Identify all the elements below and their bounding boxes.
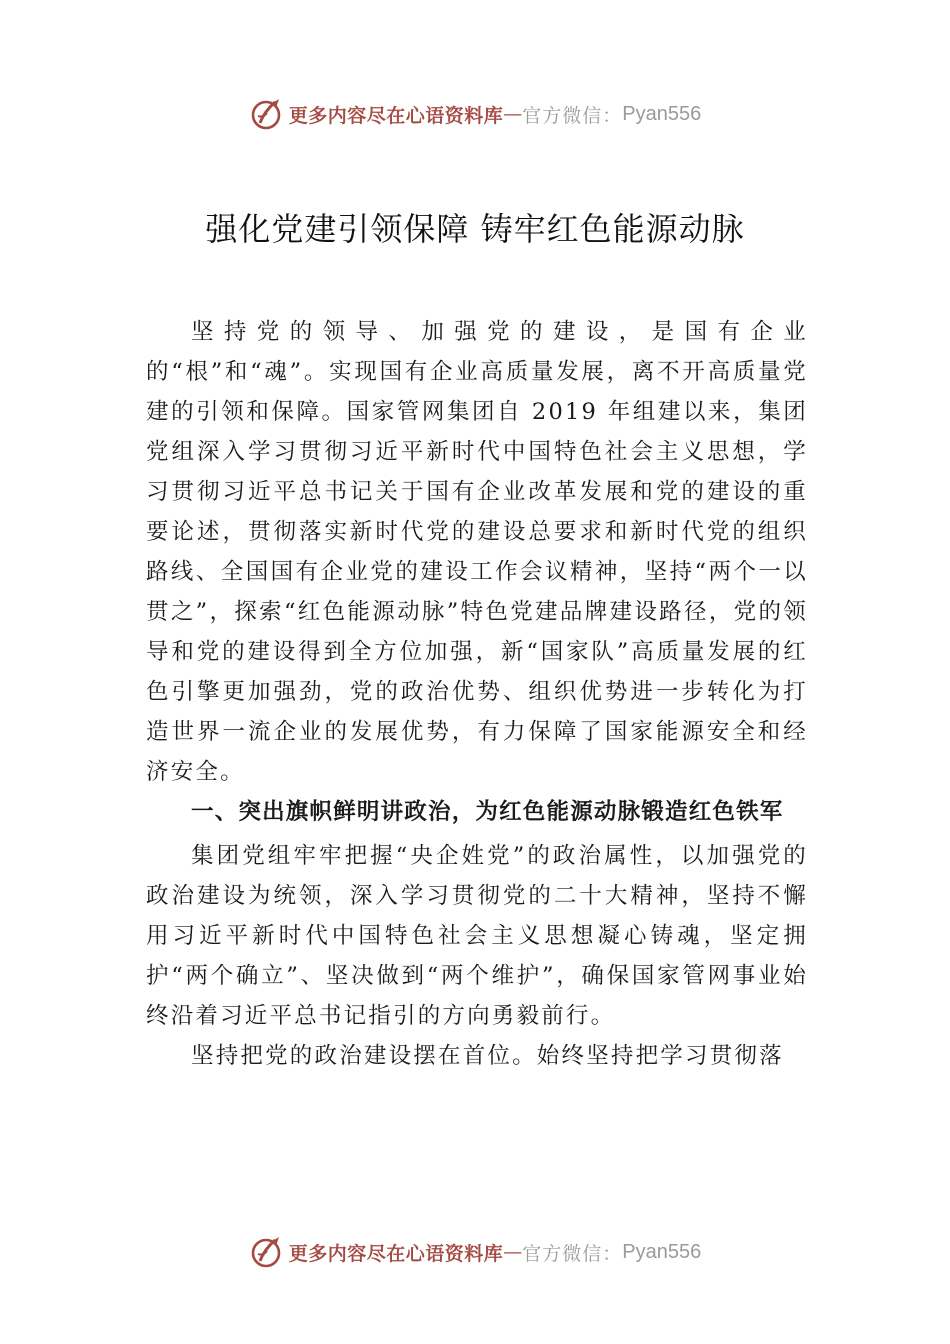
logo-icon [249, 96, 285, 132]
watermark-brand: 更多内容尽在心语资料库 [288, 104, 504, 127]
watermark-footer [0, 1232, 950, 1272]
document-body [146, 312, 808, 1076]
watermark-separator: — [503, 103, 523, 125]
paragraph-section-1: 集团党组牢牢把握“央企姓党”的政治属性，以加强党的政治建设为统领，深入学习贯彻党的二十大精神，坚持不懈用习近平新时代中国特色社会主义思想凝心铸魂，坚定拥护“两个确立”、坚决做到“两个维护”，确保国家管网事业始终沿着习近平总书记指引的方向勇毅前行。 [146, 843, 808, 1029]
logo-icon [249, 1234, 285, 1270]
watermark-wechat-id: Pyan556 [622, 102, 702, 125]
watermark-wechat-id: Pyan556 [622, 1240, 702, 1263]
watermark-separator: — [503, 1241, 523, 1263]
document-title: 强化党建引领保障 铸牢红色能源动脉 [205, 210, 745, 248]
watermark-label: 官方微信： [522, 1242, 623, 1265]
section-heading-1: 一、突出旗帜鲜明讲政治，为红色能源动脉锻造红色铁军 [191, 799, 784, 825]
watermark-label: 官方微信： [522, 104, 623, 127]
paragraph-section-1-cont: 坚持把党的政治建设摆在首位。始终坚持把学习贯彻落 [191, 1043, 784, 1069]
watermark-header [0, 94, 950, 134]
watermark-brand: 更多内容尽在心语资料库 [288, 1242, 504, 1265]
paragraph-intro: 坚持党的领导、加强党的建设，是国有企业的“根”和“魂”。实现国有企业高质量发展，离不开高质量党建的引领和保障。国家管网集团自 2019 年组建以来，集团党组深入学习贯彻习近平新时代中国特色社会主义思想，学习贯彻习近平总书记关于国有企业改革发展和党的建设的重要论述，贯彻落实新时代党的建设总要求和新时代党的组织路线、全国国有企业党的建设工作会议精神，坚持“两个一以贯之”，探索“红色能源动脉”特色党建品牌建设路径，党的领导和党的建设得到全方位加强，新“国家队”高质量发展的红色引擎更加强劲，党的政治优势、组织优势进一步转化为打造世界一流企业的发展优势，有力保障了国家能源安全和经济安全。 [146, 319, 808, 785]
